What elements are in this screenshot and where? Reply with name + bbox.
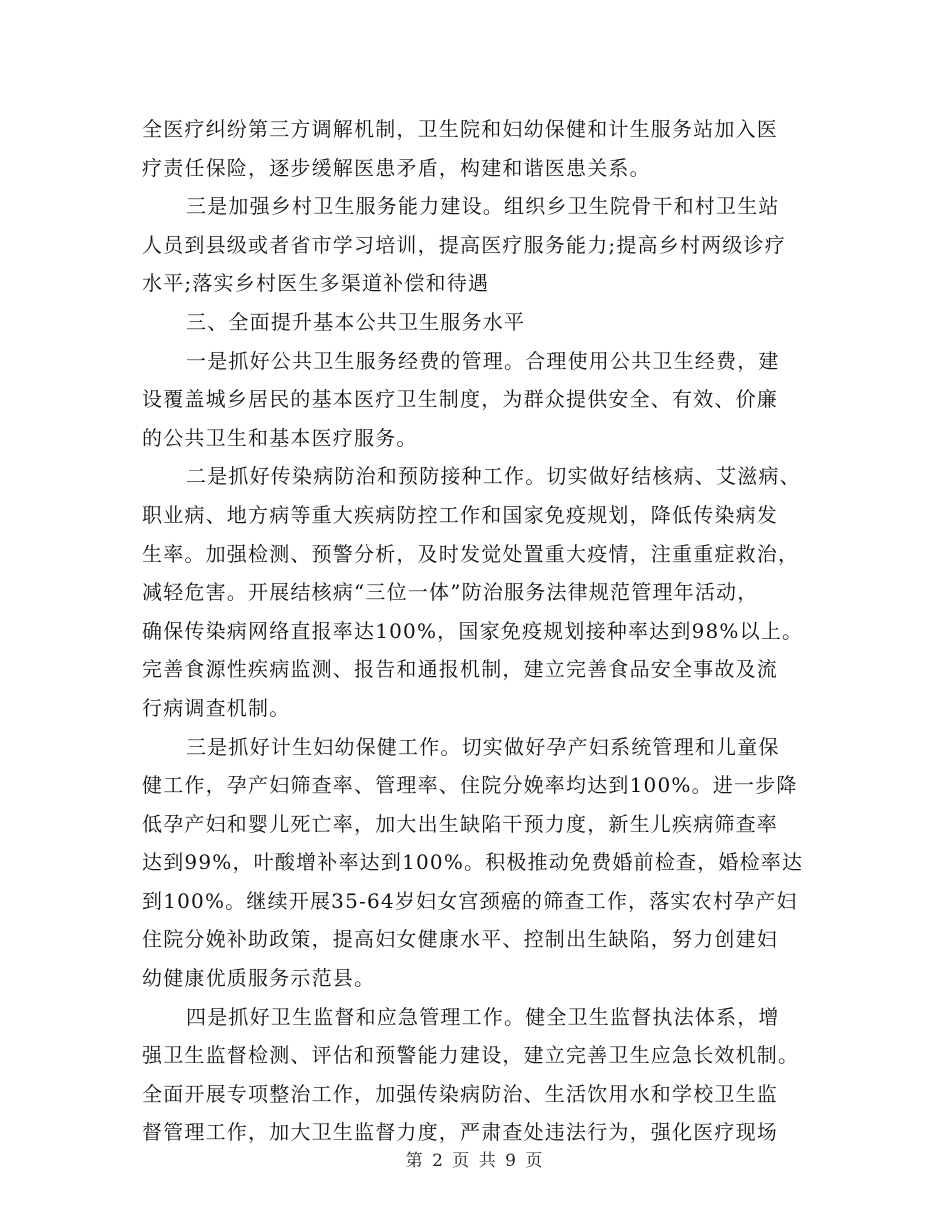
text-line: 人员到县级或者省市学习培训，提高医疗服务能力;提高乡村两级诊疗 <box>142 232 786 257</box>
text-line: 减轻危害。开展结核病“三位一体”防治服务法律规范管理年活动， <box>142 580 759 605</box>
text-line: 全医疗纠纷第三方调解机制，卫生院和妇幼保健和计生服务站加入医 <box>142 117 778 141</box>
text-line: 幼健康优质服务示范县。 <box>142 966 376 991</box>
text-line: 设覆盖城乡居民的基本医疗卫生制度，为群众提供安全、有效、价廉 <box>142 387 778 412</box>
text-line: 一是抓好公共卫生服务经费的管理。合理使用公共卫生经费，建 <box>186 348 780 373</box>
text-line: 确保传染病网络直报率达100%，国家免疫规划接种率达到98%以上。 <box>142 618 804 643</box>
page-footer: 第 2 页 共 9 页 <box>405 1151 545 1171</box>
text-line: 健工作，孕产妇筛查率、管理率、住院分娩率均达到100%。进一步降 <box>142 773 798 798</box>
text-line: 疗责任保险，逐步缓解医患矛盾，构建和谐医患关系。 <box>142 155 651 180</box>
text-line: 三是抓好计生妇幼保健工作。切实做好孕产妇系统管理和儿童保 <box>186 734 780 759</box>
text-line: 行病调查机制。 <box>142 695 291 720</box>
text-line: 低孕产妇和婴儿死亡率，加大出生缺陷干预力度，新生儿疾病筛查率 <box>142 811 778 836</box>
text-line: 职业病、地方病等重大疾病防控工作和国家免疫规划，降低传染病发 <box>142 502 778 527</box>
text-line: 二是抓好传染病防治和预防接种工作。切实做好结核病、艾滋病、 <box>186 464 801 489</box>
text-line: 四是抓好卫生监督和应急管理工作。健全卫生监督执法体系，增 <box>186 1004 780 1029</box>
text-line: 达到99%，叶酸增补率达到100%。积极推动免费婚前检查，婚检率达 <box>142 850 804 875</box>
text-line: 三是加强乡村卫生服务能力建设。组织乡卫生院骨干和村卫生站 <box>186 194 780 219</box>
text-line: 强卫生监督检测、评估和预警能力建设，建立完善卫生应急长效机制。 <box>142 1043 800 1068</box>
text-line: 到100%。继续开展35-64岁妇女宫颈癌的筛查工作，落实农村孕产妇 <box>142 888 798 913</box>
document-body <box>142 110 807 1152</box>
text-line: 三、全面提升基本公共卫生服务水平 <box>186 309 526 334</box>
text-line: 住院分娩补助政策，提高妇女健康水平、控制出生缺陷，努力创建妇 <box>142 927 778 952</box>
text-line: 的公共卫生和基本医疗服务。 <box>142 425 418 450</box>
text-line: 生率。加强检测、预警分析，及时发觉处置重大疫情，注重重症救治， <box>142 541 800 566</box>
text-line: 全面开展专项整治工作，加强传染病防治、生活饮用水和学校卫生监 <box>142 1081 778 1106</box>
text-line: 督管理工作，加大卫生监督力度，严肃查处违法行为，强化医疗现场 <box>142 1120 778 1145</box>
text-line: 完善食源性疾病监测、报告和通报机制，建立完善食品安全事故及流 <box>142 657 778 682</box>
text-line: 水平;落实乡村医生多渠道补偿和待遇 <box>142 271 490 296</box>
